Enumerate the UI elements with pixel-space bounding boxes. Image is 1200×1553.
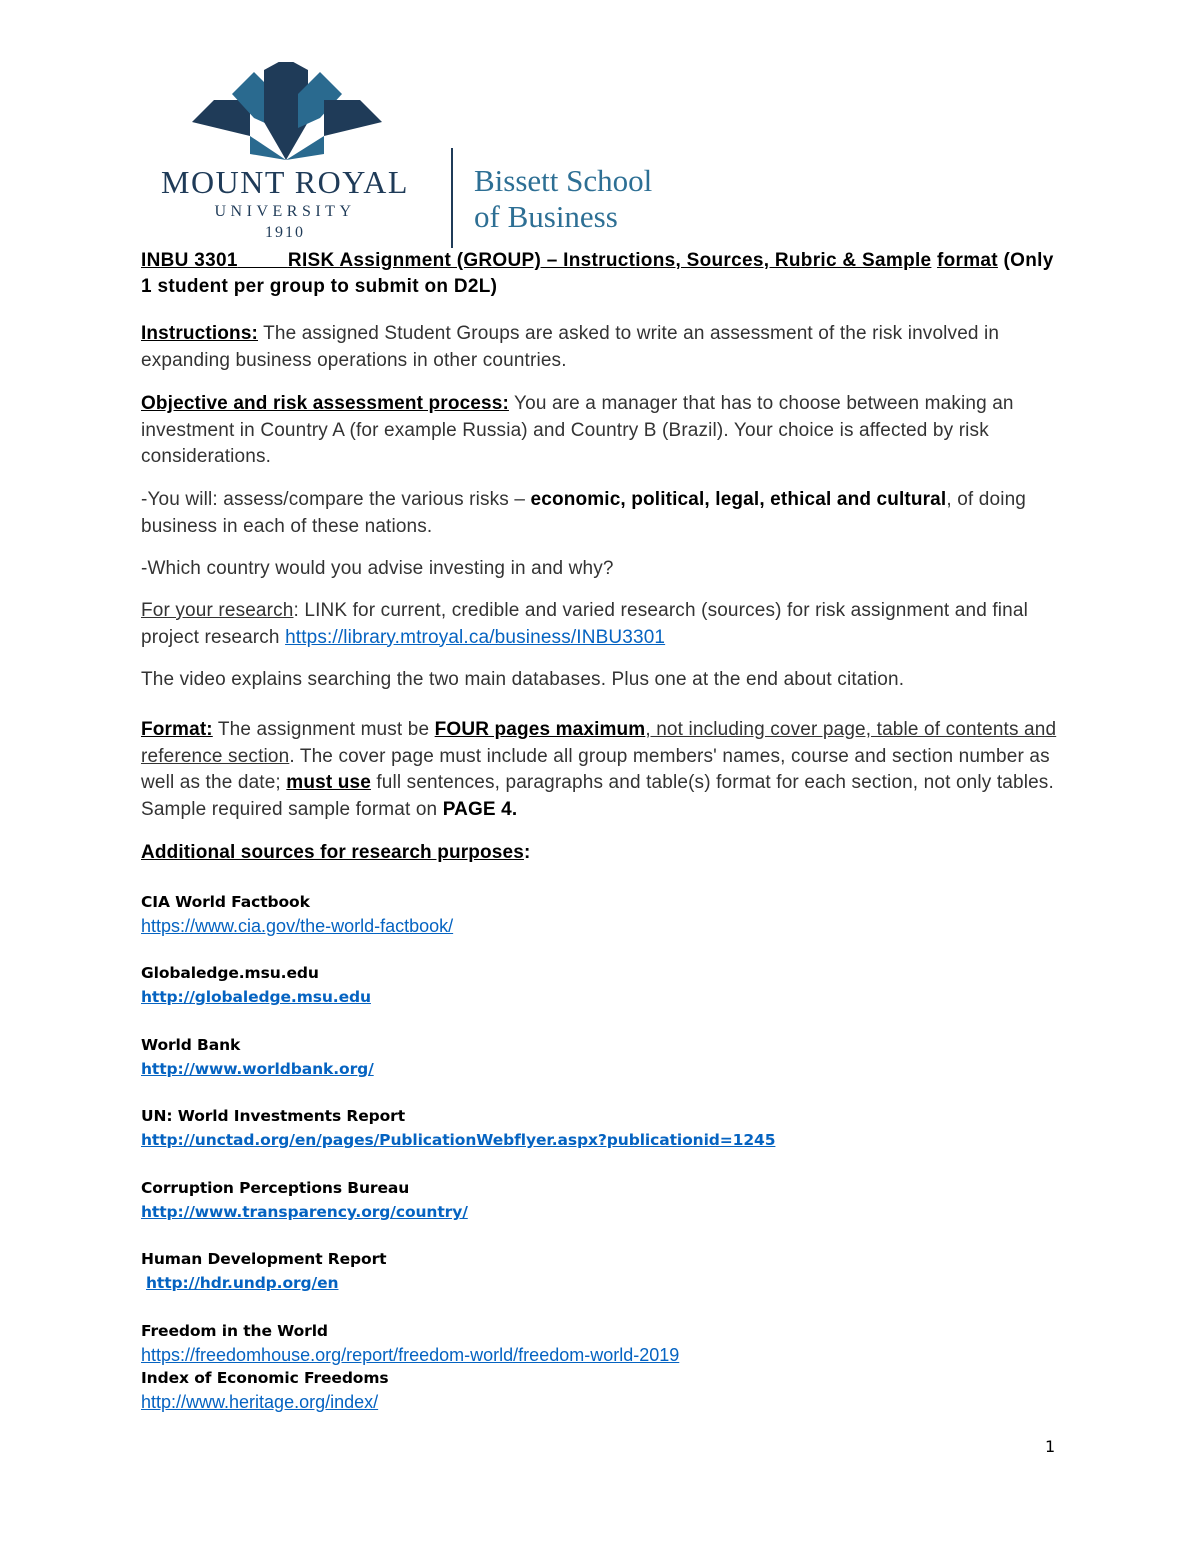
source-name: Freedom in the World [141,1322,328,1340]
format-text1: The assignment must be [212,719,435,740]
source-link[interactable]: http://hdr.undp.org/en [146,1274,339,1292]
source-item [141,890,841,939]
source-item [141,1247,841,1295]
instructions-text: The assigned Student Groups are asked to write an assessment of the risk involved in expanding business operations in other countries. [141,323,1000,371]
objective-text: You are a manager that has to choose between making an investment in Country A (for example Russia) and Country B (Brazil). Your choice is affected by risk considerations. [141,393,1014,467]
source-name: World Bank [141,1036,241,1054]
assess-risks: economic, political, legal, ethical and cultural [530,489,947,510]
university-name: MOUNT ROYAL [161,164,409,200]
research-text: : LINK for current, credible and varied research (sources) for risk assignment and final project research [141,600,1028,648]
page-number: 1 [1045,1437,1056,1456]
research-paragraph [141,598,1071,651]
format-paragraph [141,717,1071,823]
source-item [141,1104,841,1152]
logo-mark-icon [192,62,382,160]
additional-heading-text: Additional sources for research purposes [141,842,524,863]
additional-heading-colon: : [523,842,531,863]
source-link[interactable]: https://freedomhouse.org/report/freedom-world/freedom-world-2019 [141,1345,680,1365]
source-link[interactable]: https://www.cia.gov/the-world-factbook/ [141,916,454,936]
university-word: UNIVERSITY [214,203,356,220]
source-link[interactable]: http://www.worldbank.org/ [141,1060,374,1078]
objective-label: Objective and risk assessment process: [141,393,509,414]
source-link[interactable]: http://www.heritage.org/index/ [141,1392,379,1412]
source-name: Globaledge.msu.edu [141,964,319,982]
instructions-paragraph [141,321,1071,374]
school-wordmark [474,163,652,235]
additional-sources-heading [141,840,1071,867]
research-link[interactable]: https://library.mtroyal.ca/business/INBU3301 [285,626,666,648]
university-wordmark [140,163,430,243]
source-link[interactable]: http://www.transparency.org/country/ [141,1203,468,1221]
source-link[interactable]: http://globaledge.msu.edu [141,988,371,1006]
source-name: Corruption Perceptions Bureau [141,1179,410,1197]
title-course: INBU 3301 [141,250,238,271]
format-not-including: , not including cover page, table of contents and reference section [141,719,1057,767]
source-name: Index of Economic Freedoms [141,1369,389,1387]
instructions-label: Instructions: [141,323,259,344]
source-item [141,1176,841,1224]
title-main: RISK Assignment (GROUP) – Instructions, Sources, Rubric & Sample [287,250,932,271]
format-text2: . The cover page must include all group members' names, course and section number as well as the date; [141,745,1050,793]
title-note: (Only 1 student per group to submit on D2L) [141,250,1054,297]
objective-paragraph [141,391,1071,471]
format-must-use: must use [286,772,371,793]
assess-prefix: -You will: assess/compare the various risks – [141,489,531,510]
source-item [141,961,841,1009]
format-label: Format: [141,719,213,740]
question-paragraph: -Which country would you advise investing in and why? [141,558,614,579]
source-link[interactable]: http://unctad.org/en/pages/PublicationWebflyer.aspx?publicationid=1245 [141,1131,776,1149]
format-text3: full sentences, paragraphs and table(s) format for each section, not only tables. Sample required sample format on [141,772,1054,820]
assess-paragraph [141,487,1071,540]
logo-divider [451,148,453,248]
document-title [141,248,1061,300]
university-year: 1910 [265,224,305,241]
source-name: UN: World Investments Report [141,1107,406,1125]
source-item [141,1319,841,1368]
research-label: For your research [141,600,294,621]
source-item [141,1033,841,1081]
university-logo [140,62,700,247]
school-name-line2: of Business [474,199,618,234]
source-item [141,1366,841,1415]
source-name: Human Development Report [141,1250,387,1268]
school-name-line1: Bissett School [474,163,653,198]
format-four-pages: FOUR pages maximum [434,719,646,740]
source-name: CIA World Factbook [141,893,310,911]
assess-suffix: , of doing business in each of these nations. [141,489,1027,537]
video-paragraph: The video explains searching the two main databases. Plus one at the end about citation. [141,669,905,690]
title-format-word: format [937,250,998,271]
format-page-ref: PAGE 4. [442,798,518,820]
